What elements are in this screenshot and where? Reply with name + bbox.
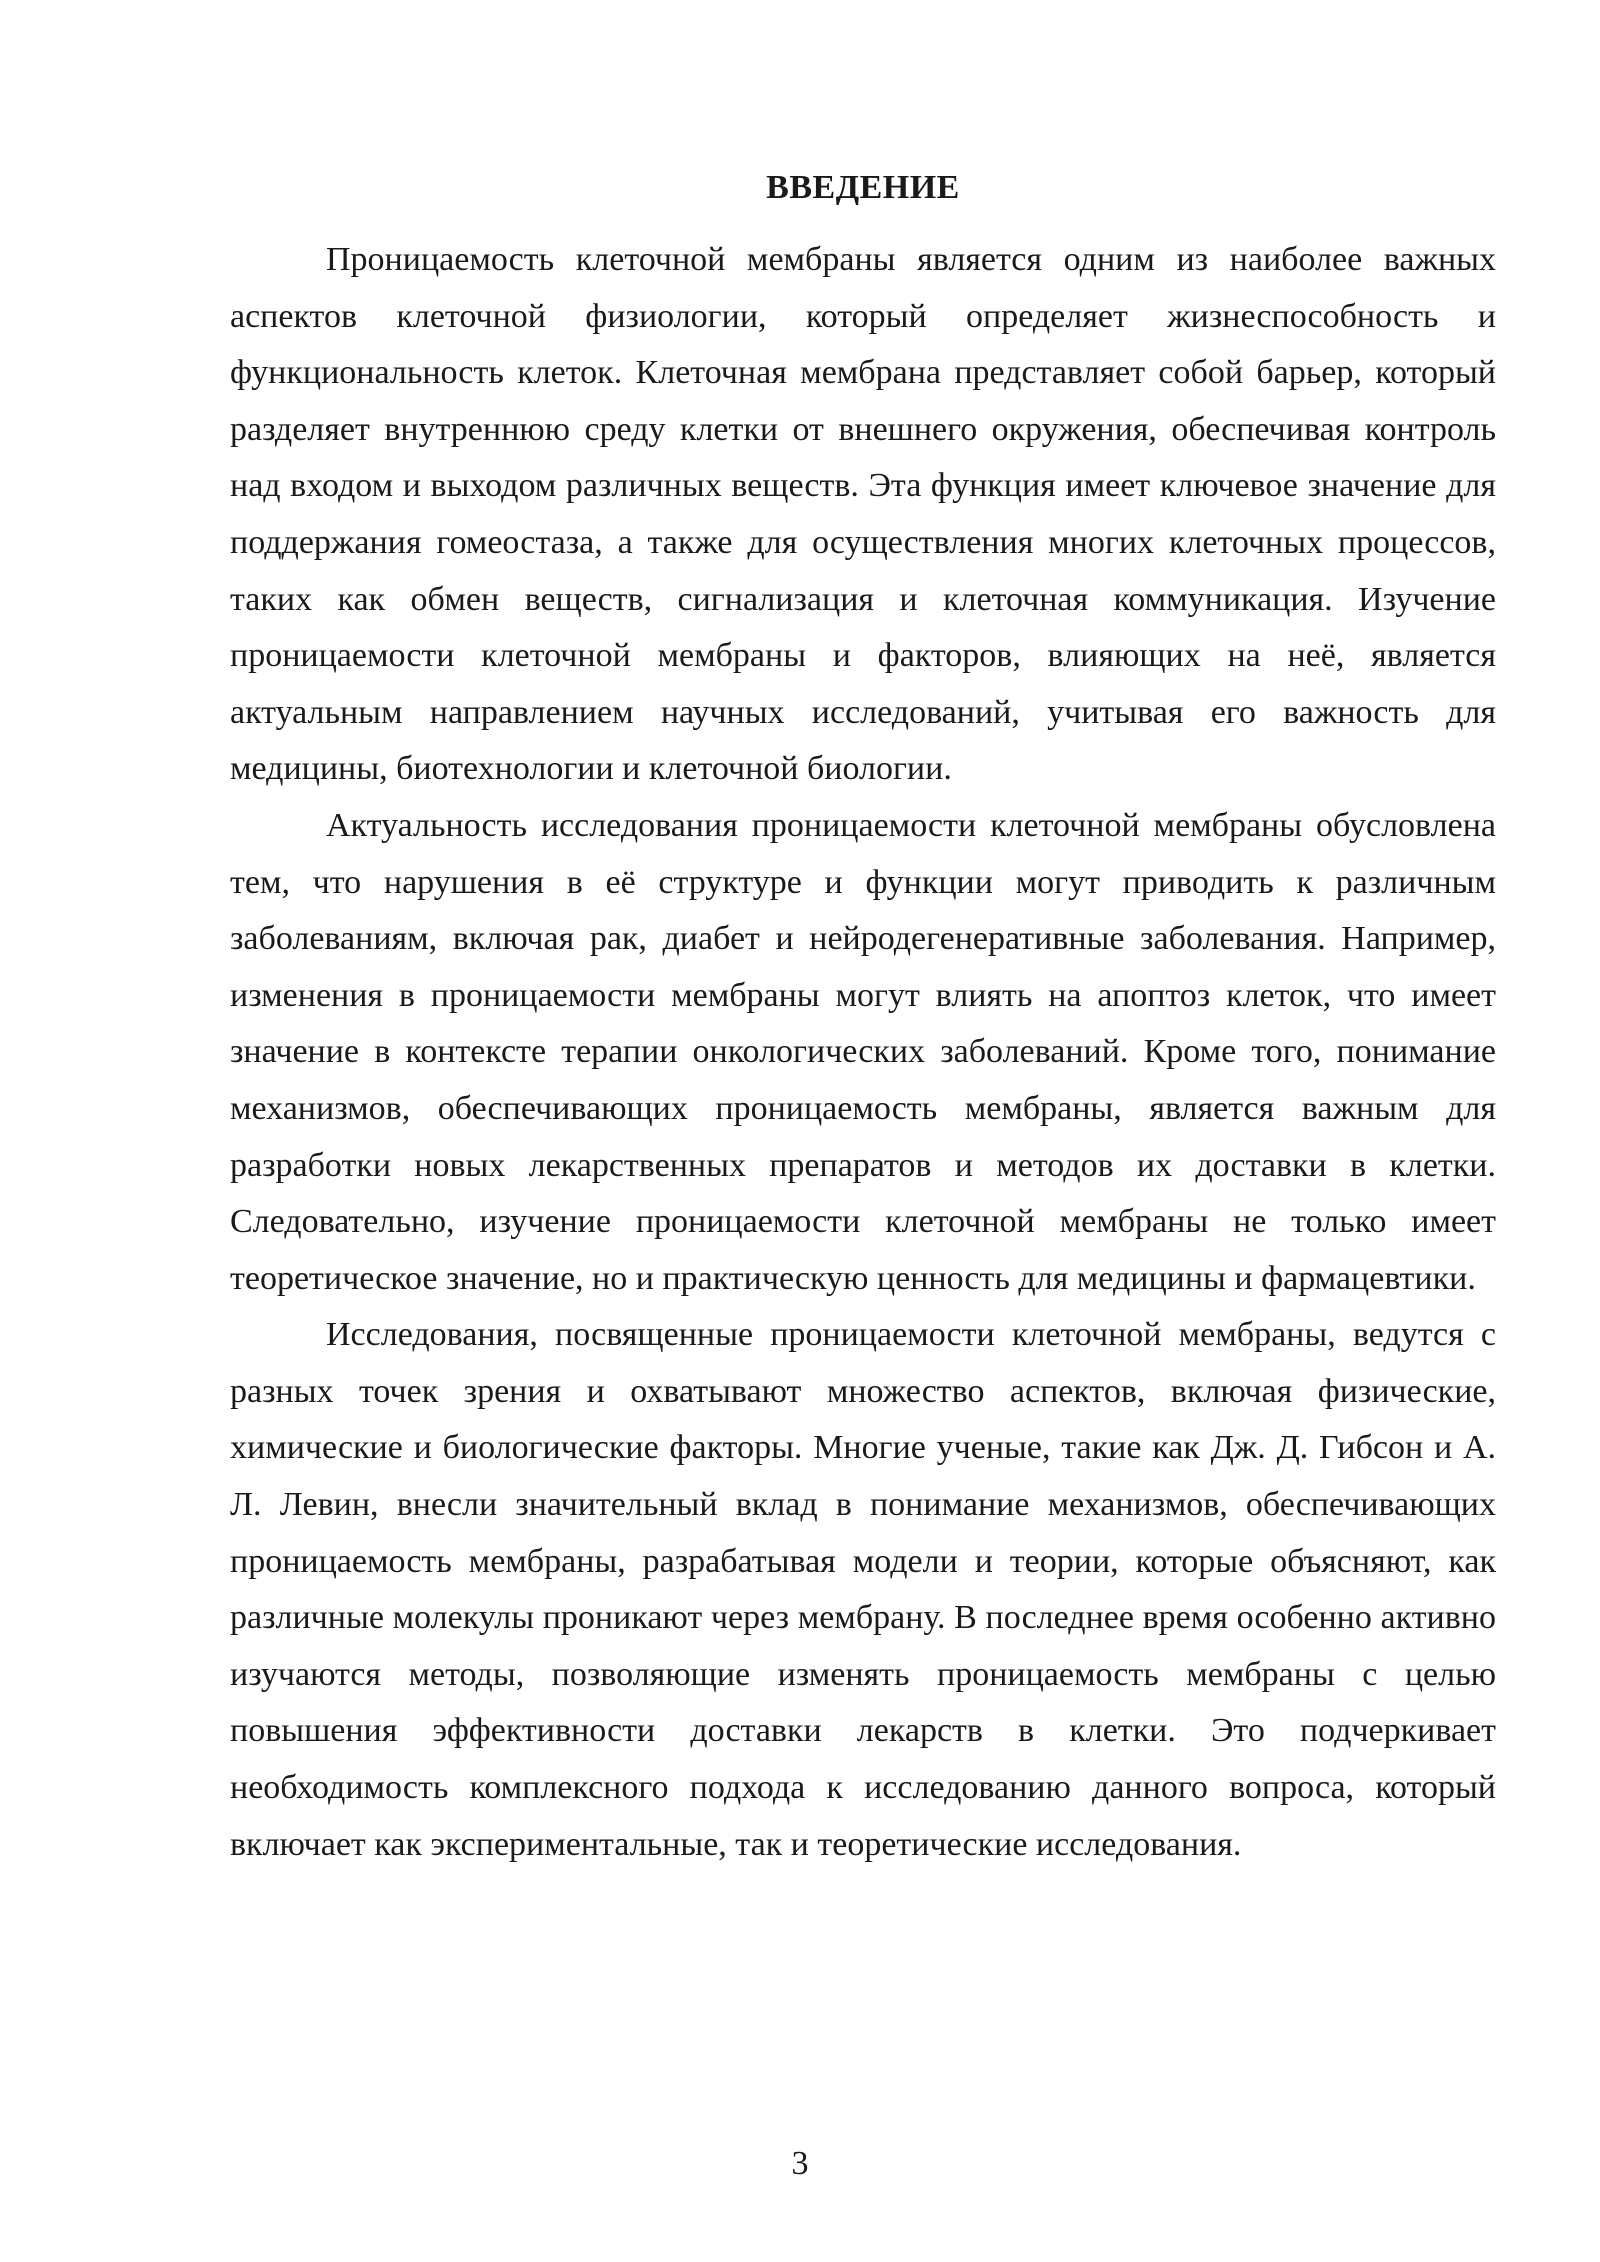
page-number: 3 [791,2145,809,2182]
page-content [230,160,1496,1873]
section-heading: ВВЕДЕНИЕ [766,169,960,206]
paragraph-1: Проницаемость клеточной мембраны является одним из наиболее важных аспектов клеточной физиологии, который определяет жизнеспособность и функциональность клеток. Клеточная мембрана представляет собой барьер, который разделяет внутреннюю среду клетки от внешнего окружения, обеспечивая контроль над входом и выходом различных веществ. Эта функция имеет ключевое значение для поддержания гомеостаза, а также для осуществления многих клеточных процессов, таких как обмен веществ, сигнализация и клеточная коммуникация. Изучение проницаемости клеточной мембраны и факторов, влияющих на неё, является актуальным направлением научных исследований, учитывая его важность для медицины, биотехнологии и клеточной биологии. [230,241,1496,788]
paragraph-3: Исследования, посвященные проницаемости клеточной мембраны, ведутся с разных точек зрения и охватывают множество аспектов, включая физические, химические и биологические факторы. Многие ученые, такие как Дж. Д. Гибсон и А. Л. Левин, внесли значительный вклад в понимание механизмов, обеспечивающих проницаемость мембраны, разрабатывая модели и теории, которые объясняют, как различные молекулы проникают через мембрану. В последнее время особенно активно изучаются методы, позволяющие изменять проницаемость мембраны с целью повышения эффективности доставки лекарств в клетки. Это подчеркивает необходимость комплексного подхода к исследованию данного вопроса, который включает как экспериментальные, так и теоретические исследования. [230,1316,1496,1863]
paragraph-2: Актуальность исследования проницаемости клеточной мембраны обусловлена тем, что нарушения в её структуре и функции могут приводить к различным заболеваниям, включая рак, диабет и нейродегенеративные заболевания. Например, изменения в проницаемости мембраны могут влиять на апоптоз клеток, что имеет значение в контексте терапии онкологических заболеваний. Кроме того, понимание механизмов, обеспечивающих проницаемость мембраны, является важным для разработки новых лекарственных препаратов и методов их доставки в клетки. Следовательно, изучение проницаемости клеточной мембраны не только имеет теоретическое значение, но и практическую ценность для медицины и фармацевтики. [230,806,1496,1297]
